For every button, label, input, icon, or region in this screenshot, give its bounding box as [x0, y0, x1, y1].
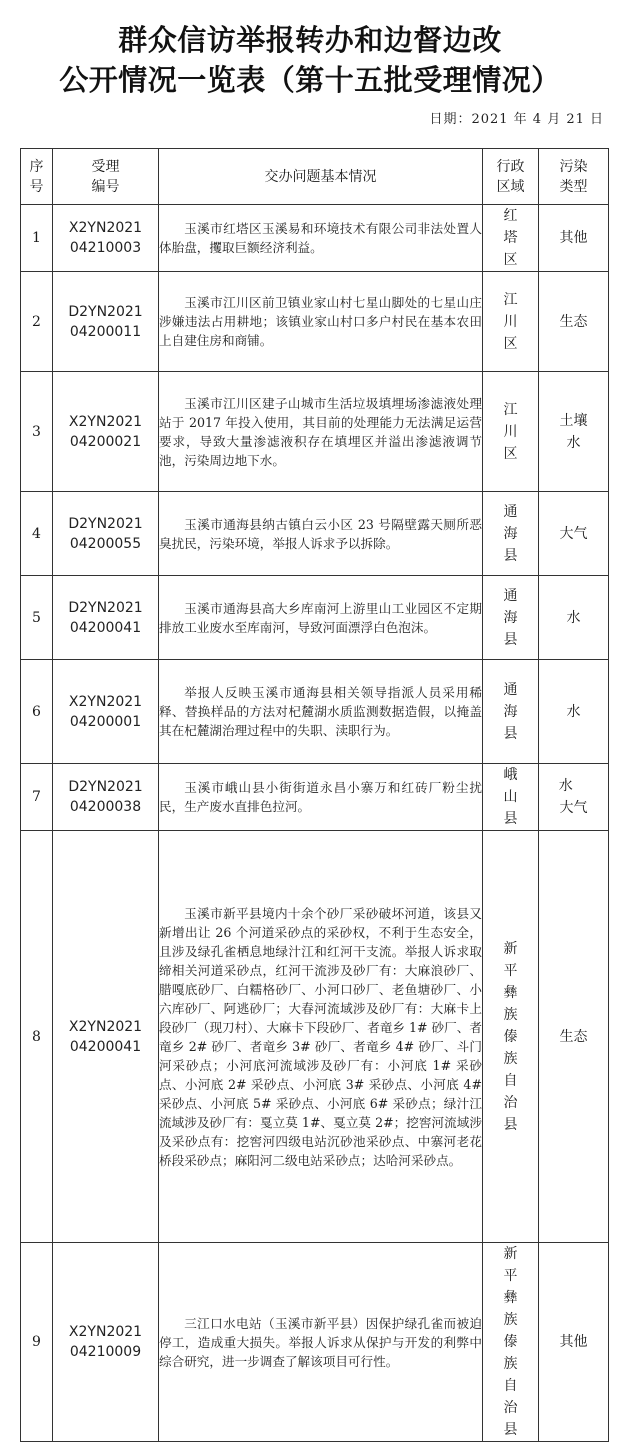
row-region: 通海县 [483, 660, 539, 764]
row-description: 玉溪市峨山县小街街道永昌小寨万和红砖厂粉尘扰民，生产废水直排色拉河。 [159, 764, 483, 831]
row-number: 2 [21, 272, 53, 372]
row-region: 通海县 [483, 576, 539, 660]
complaint-table [20, 148, 609, 1442]
row-number: 3 [21, 372, 53, 492]
row-code: X2YN2021 04210009 [53, 1243, 159, 1442]
row-number: 9 [21, 1243, 53, 1442]
col-header-desc: 交办问题基本情况 [159, 149, 483, 205]
title-line-1: 群众信访举报转办和边督边改 [118, 23, 502, 57]
table-row [21, 660, 609, 764]
row-number: 1 [21, 205, 53, 272]
row-region: 江川区 [483, 372, 539, 492]
row-region: 新平彝族傣族自治县 [483, 831, 539, 1243]
row-description: 玉溪市江川区建子山城市生活垃圾填埋场渗滤液处理站于 2017 年投入使用，其目前的处理能力无法满足运营要求，导致大量渗滤液积存在填埋区并溢出渗滤液调节池，污染周边地下水。 [159, 372, 483, 492]
col-header-region: 行政区域 [483, 149, 539, 205]
row-number: 7 [21, 764, 53, 831]
row-code: X2YN2021 04210003 [53, 205, 159, 272]
row-type: 水 [539, 660, 609, 764]
col-header-code: 受理编号 [53, 149, 159, 205]
table-row [21, 1243, 609, 1442]
col-header-type: 污染类型 [539, 149, 609, 205]
row-description: 举报人反映玉溪市通海县相关领导指派人员采用稀释、替换样品的方法对杞麓湖水质监测数据造假，以掩盖其在杞麓湖治理过程中的失职、渎职行为。 [159, 660, 483, 764]
row-type: 生态 [539, 831, 609, 1243]
row-type: 水 大气 [539, 764, 609, 831]
table-row [21, 831, 609, 1243]
row-code: D2YN2021 04200038 [53, 764, 159, 831]
row-region: 峨山县 [483, 764, 539, 831]
row-region: 通海县 [483, 492, 539, 576]
row-type: 其他 [539, 1243, 609, 1442]
row-code: X2YN2021 04200001 [53, 660, 159, 764]
row-type: 生态 [539, 272, 609, 372]
row-description: 玉溪市通海县纳古镇白云小区 23 号隔壁露天厕所恶臭扰民，污染环境，举报人诉求予以拆除。 [159, 492, 483, 576]
title-line-2: 公开情况一览表（第十五批受理情况） [59, 63, 561, 97]
date-label: 日期：2021 年 4 月 21 日 [429, 112, 604, 127]
row-description: 三江口水电站（玉溪市新平县）因保护绿孔雀而被迫停工，造成重大损失。举报人诉求从保护与开发的利弊中综合研究，进一步调查了解该项目可行性。 [159, 1243, 483, 1442]
row-number: 4 [21, 492, 53, 576]
table-header-row [21, 149, 609, 205]
row-code: D2YN2021 04200041 [53, 576, 159, 660]
row-type: 土壤水 [539, 372, 609, 492]
row-code: D2YN2021 04200011 [53, 272, 159, 372]
row-number: 6 [21, 660, 53, 764]
table-row [21, 576, 609, 660]
table-row [21, 372, 609, 492]
row-code: D2YN2021 04200055 [53, 492, 159, 576]
row-description: 玉溪市新平县境内十余个砂厂采砂破坏河道，该县又新增出让 26 个河道采砂点的采砂权，不利于生态安全，且涉及绿孔雀栖息地绿汁江和红河干支流。举报人诉求取缔相关河道采砂点，红河干流涉及砂厂有：大麻浪砂厂、腊嘎底砂厂、白糯格砂厂、小河口砂厂、老鱼塘砂厂、小六库砂厂、阿逃砂厂；大春河流域涉及砂厂有：大麻卡上段砂厂（现刀村）、大麻卡下段砂厂、者竜乡 1# 砂厂、者竜乡 2# 砂厂、者竜乡 3# 砂厂、者竜乡 4# 砂厂、斗门河采砂点；小河底河流域涉及砂厂有：小河底 1# 采砂点、小河底 2# 采砂点、小河底 3# 采砂点、小河底 4# 采砂点、小河底 5# 采砂点、小河底 6# 采砂点；绿汁江流域涉及砂厂有：戛立莫 1#、戛立莫 2#；挖窖河流域涉及采砂点有：挖窖河四级电站沉砂池采砂点、中寨河老花桥段采砂点；麻阳河二级电站采砂点；达哈河采砂点。 [159, 831, 483, 1243]
row-description: 玉溪市红塔区玉溪易和环境技术有限公司非法处置人体胎盘，攫取巨额经济利益。 [159, 205, 483, 272]
row-region: 红塔区 [483, 205, 539, 272]
row-code: X2YN2021 04200021 [53, 372, 159, 492]
row-number: 5 [21, 576, 53, 660]
row-type: 其他 [539, 205, 609, 272]
row-description: 玉溪市江川区前卫镇业家山村七星山脚处的七星山庄涉嫌违法占用耕地；该镇业家山村口多户村民在基本农田上自建住房和商铺。 [159, 272, 483, 372]
row-type: 水 [539, 576, 609, 660]
row-region: 新平彝族傣族自治县 [483, 1243, 539, 1442]
row-type: 大气 [539, 492, 609, 576]
table-row [21, 272, 609, 372]
col-header-no: 序号 [21, 149, 53, 205]
row-number: 8 [21, 831, 53, 1243]
row-description: 玉溪市通海县高大乡库南河上游里山工业园区不定期排放工业废水至库南河，导致河面漂浮白色泡沫。 [159, 576, 483, 660]
table-row [21, 764, 609, 831]
row-code: X2YN2021 04200041 [53, 831, 159, 1243]
table-row [21, 205, 609, 272]
table-row [21, 492, 609, 576]
row-region: 江川区 [483, 272, 539, 372]
